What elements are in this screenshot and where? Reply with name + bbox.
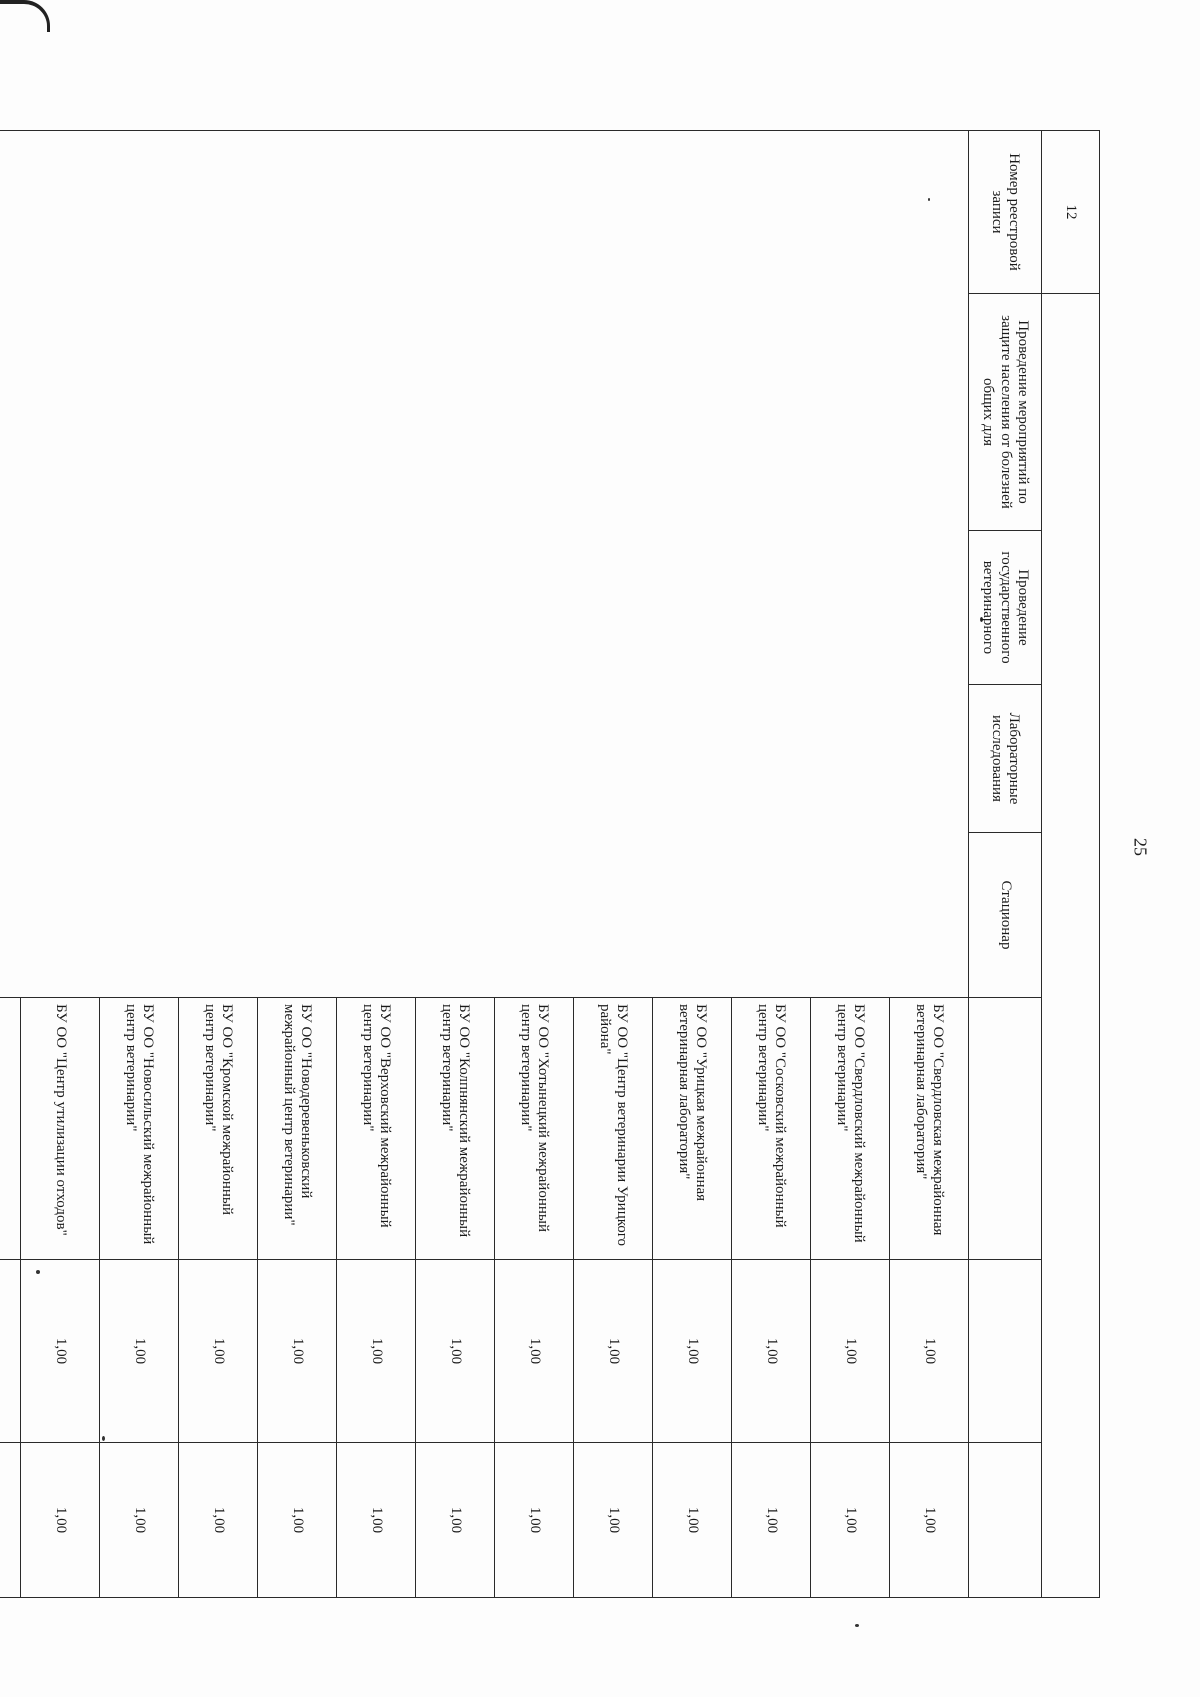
empty-cell (1042, 294, 1100, 1598)
value-cell: 1,00 (890, 1443, 969, 1598)
value-cell: 1,00 (100, 1443, 179, 1598)
value-cell: 1,00 (416, 1443, 495, 1598)
value-cell: 1,00 (732, 1443, 811, 1598)
scan-corner-mark (0, 0, 50, 32)
header-activity-protection: Проведение мероприятий по защите населения от болезней общих для (969, 294, 1042, 531)
table-row (1042, 131, 1100, 1598)
value-cell: 1,00 (100, 1260, 179, 1443)
org-name-cell: БУ ОО "Урицкая межрайонная ветеринарная лаборатория" (653, 998, 732, 1260)
org-name-cell: БУ ОО "Колпнянский межрайонный центр ветеринарии" (416, 998, 495, 1260)
value-cell: 1,00 (732, 1260, 811, 1443)
value-cell (0, 1443, 21, 1598)
value-cell: 1,00 (811, 1443, 890, 1598)
value-cell: 1,00 (653, 1443, 732, 1598)
header-hospital: Стационар (969, 833, 1042, 998)
value-cell: 1,00 (337, 1443, 416, 1598)
org-name-cell: БУ ОО "Центр ветеринарии Урицкого района" (574, 998, 653, 1260)
page-number: 25 (1130, 838, 1151, 856)
value-cell: 1,00 (890, 1260, 969, 1443)
scan-speck (855, 1624, 859, 1627)
value-cell: 1,00 (495, 1260, 574, 1443)
value-cell: 1,00 (337, 1260, 416, 1443)
value-cell: 1,00 (179, 1443, 258, 1598)
empty-cell (969, 1443, 1042, 1598)
org-name-cell: БУ ОО "Сосковский межрайонный центр ветеринарии" (732, 998, 811, 1260)
value-cell: 1,00 (574, 1260, 653, 1443)
org-name-cell: БУ ОО "Центр утилизации отходов" (21, 998, 100, 1260)
value-cell: 1,00 (21, 1260, 100, 1443)
org-name-cell (0, 998, 21, 1260)
value-cell: 1,00 (179, 1260, 258, 1443)
header-lab-research: Лабораторные исследования (969, 685, 1042, 833)
table-row (890, 131, 969, 1598)
value-cell (0, 1260, 21, 1443)
header-cell-12: 12 (1042, 131, 1100, 294)
value-cell: 1,00 (495, 1443, 574, 1598)
value-cell: 1,00 (574, 1443, 653, 1598)
org-name-cell: БУ ОО "Новодеревеньковский межрайонный центр ветеринарии" (258, 998, 337, 1260)
header-registry-number: Номер реестровой записи (969, 131, 1042, 294)
org-name-cell: БУ ОО "Кромской межрайонный центр ветеринарии" (179, 998, 258, 1260)
org-name-cell: БУ ОО "Свердловская межрайонная ветеринарная лаборатория" (890, 998, 969, 1260)
value-cell: 1,00 (653, 1260, 732, 1443)
empty-cell (969, 998, 1042, 1260)
org-name-cell: БУ ОО "Новосильский межрайонный центр ветеринарии" (100, 998, 179, 1260)
empty-cell (0, 131, 969, 998)
empty-cell (969, 1260, 1042, 1443)
header-activity-state-vet: Проведение государственного ветеринарного (969, 531, 1042, 685)
registry-table (0, 130, 1100, 1598)
registry-table-rotated (52, 130, 1100, 1597)
value-cell: 1,00 (21, 1443, 100, 1598)
table-row (969, 131, 1042, 1598)
org-name-cell: БУ ОО "Хотынецкий межрайонный центр ветеринарии" (495, 998, 574, 1260)
value-cell: 1,00 (258, 1260, 337, 1443)
org-name-cell: БУ ОО "Свердловский межрайонный центр ветеринарии" (811, 998, 890, 1260)
value-cell: 1,00 (811, 1260, 890, 1443)
value-cell: 1,00 (258, 1443, 337, 1598)
org-name-cell: БУ ОО "Верховский межрайонный центр ветеринарии" (337, 998, 416, 1260)
value-cell: 1,00 (416, 1260, 495, 1443)
